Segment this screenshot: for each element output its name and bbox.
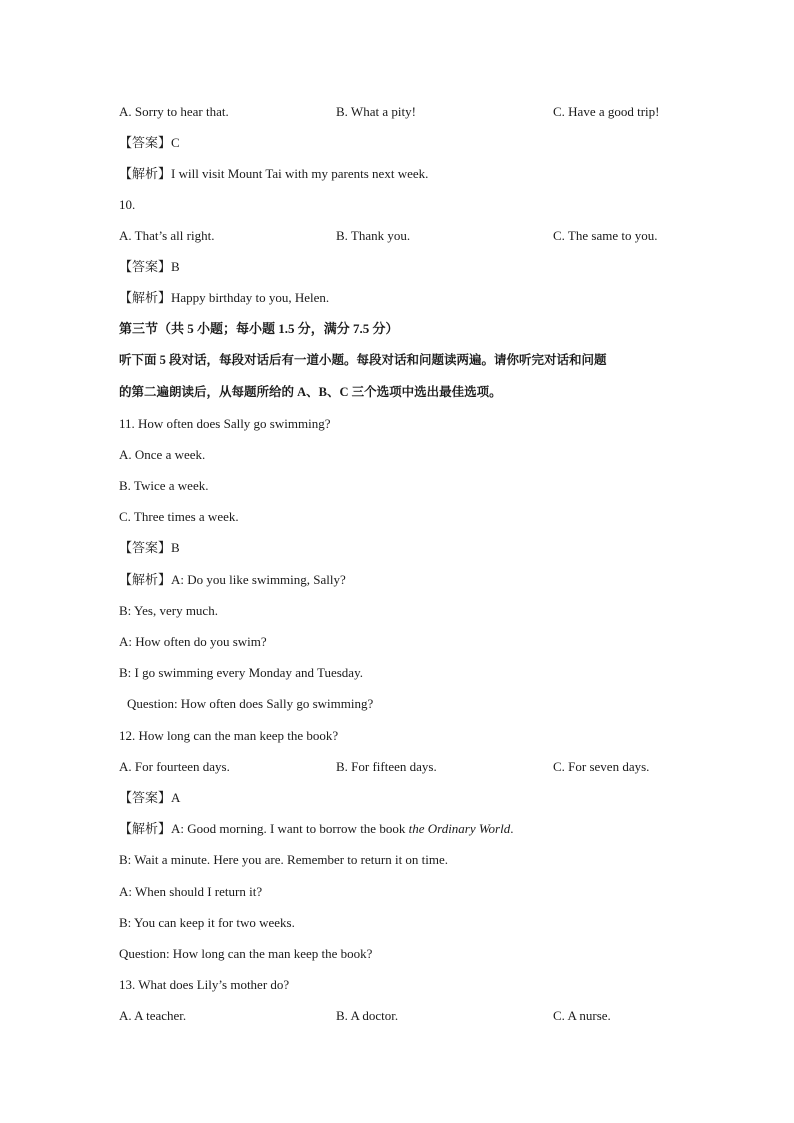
option-c: C. The same to you. <box>553 228 658 243</box>
q9-options <box>119 104 679 120</box>
q11-question: 11. How often does Sally go swimming? <box>119 416 331 431</box>
option-b: B. A doctor. <box>336 1008 399 1023</box>
q12-dialogue-line: B: Wait a minute. Here you are. Remember to return it on time. <box>119 852 449 867</box>
q12-analysis-prefix: 【解析】A: Good morning. I want to borrow the book <box>119 821 409 836</box>
q10-analysis: 【解析】Happy birthday to you, Helen. <box>119 290 330 305</box>
q12-answer: 【答案】A <box>119 790 181 805</box>
q11-option-a: A. Once a week. <box>119 447 206 462</box>
q11-option-b: B. Twice a week. <box>119 478 209 493</box>
q11-analysis: 【解析】A: Do you like swimming, Sally? <box>119 572 346 587</box>
q11-question-repeat: Question: How often does Sally go swimming? <box>127 696 374 711</box>
q13-question: 13. What does Lily’s mother do? <box>119 977 290 992</box>
section-instruction-line2: 的第二遍朗读后，从每题所给的 A、B、C 三个选项中选出最佳选项。 <box>119 385 502 399</box>
book-title: the Ordinary World <box>408 821 511 836</box>
option-c: C. A nurse. <box>553 1008 611 1023</box>
section-heading: 第三节（共 5 小题；每小题 1.5 分，满分 7.5 分） <box>119 321 399 336</box>
q9-analysis: 【解析】I will visit Mount Tai with my parents next week. <box>119 166 429 181</box>
option-a: A. Sorry to hear that. <box>119 104 229 119</box>
q11-answer: 【答案】B <box>119 540 180 555</box>
q10-options <box>119 228 679 244</box>
q13-options <box>119 1008 679 1024</box>
q11-dialogue-line: A: How often do you swim? <box>119 634 267 649</box>
option-c: C. Have a good trip! <box>553 104 660 119</box>
q9-answer: 【答案】C <box>119 135 180 150</box>
q12-analysis <box>119 821 513 837</box>
q12-dialogue-line: A: When should I return it? <box>119 884 263 899</box>
option-b: B. What a pity! <box>336 104 416 119</box>
q12-analysis-suffix: . <box>510 821 514 836</box>
option-a: A. A teacher. <box>119 1008 187 1023</box>
q12-options <box>119 759 679 775</box>
option-a: A. For fourteen days. <box>119 759 230 774</box>
q11-dialogue-line: B: I go swimming every Monday and Tuesday. <box>119 665 363 680</box>
q12-question-repeat: Question: How long can the man keep the book? <box>119 946 373 961</box>
option-b: B. For fifteen days. <box>336 759 437 774</box>
option-a: A. That’s all right. <box>119 228 215 243</box>
option-b: B. Thank you. <box>336 228 411 243</box>
option-c: C. For seven days. <box>553 759 650 774</box>
q10-answer: 【答案】B <box>119 259 180 274</box>
q12-question: 12. How long can the man keep the book? <box>119 728 339 743</box>
q10-number: 10. <box>119 197 136 212</box>
q11-option-c: C. Three times a week. <box>119 509 239 524</box>
q12-dialogue-line: B: You can keep it for two weeks. <box>119 915 295 930</box>
q11-dialogue-line: B: Yes, very much. <box>119 603 218 618</box>
section-instruction-line1: 听下面 5 段对话，每段对话后有一道小题。每段对话和问题读两遍。请你听完对话和问题 <box>119 353 607 367</box>
